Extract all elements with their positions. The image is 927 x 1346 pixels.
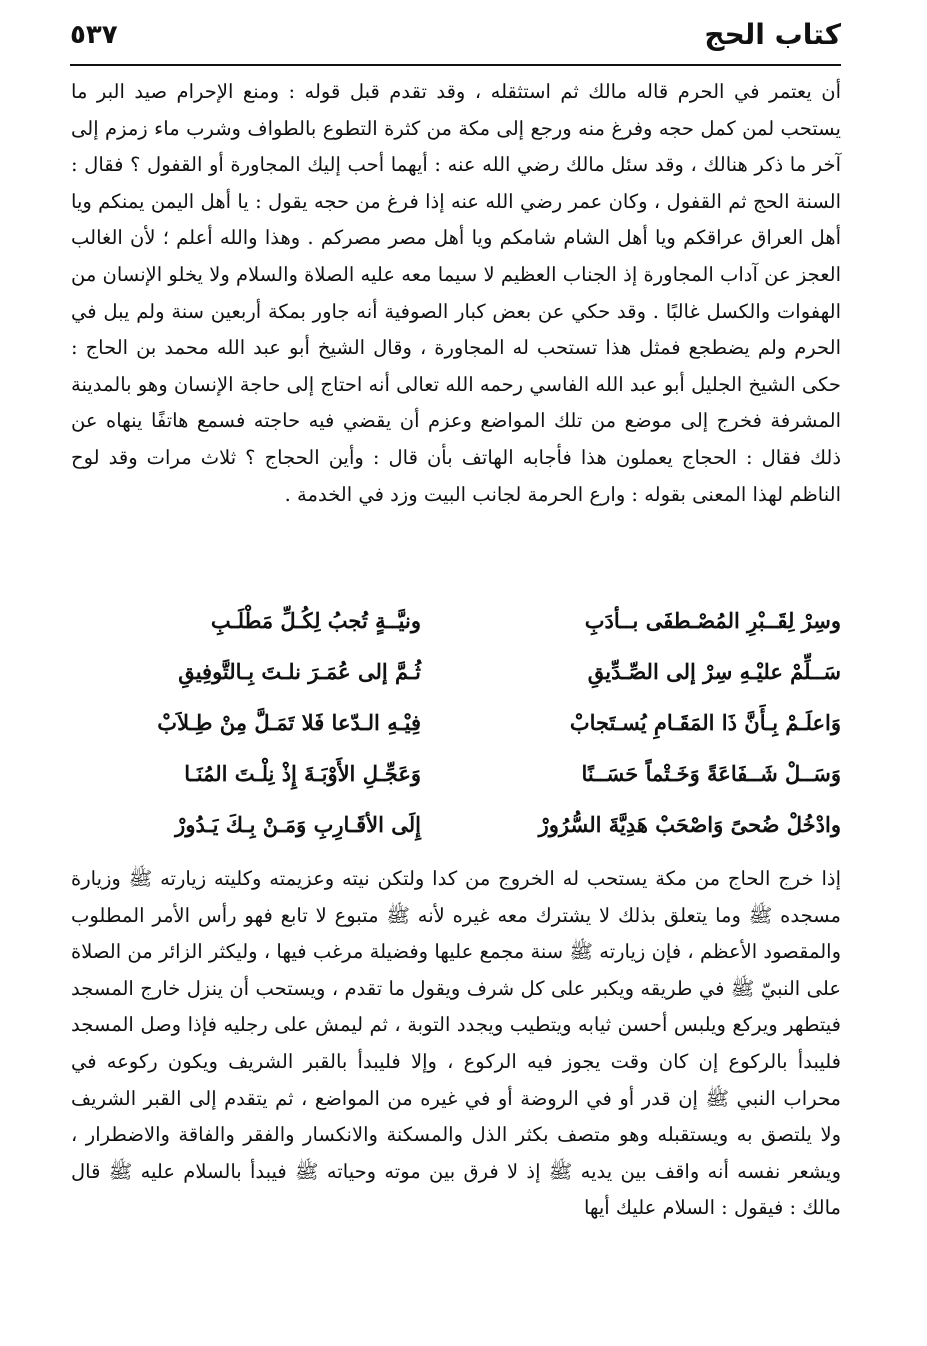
poem-verse [71, 659, 841, 707]
poem-verse [71, 608, 841, 656]
poem-verse [71, 761, 841, 809]
verse-first-hemistich: وسِرْ لِقَــبْرِ المُصْـطفَى بــأدَبِ [584, 608, 841, 633]
page-number: ٥٣٧ [70, 20, 118, 50]
verse-first-hemistich: وادْخُلْ ضُحىً وَاصْحَبْ هَدِيَّةَ السُّرُورْ [538, 812, 841, 837]
poem-verse [71, 710, 841, 758]
verse-second-hemistich: ثُـمَّ إلى عُمَـرَ نلـتَ بِـالتَّوفِيقِ [178, 659, 421, 684]
verse-first-hemistich: وَاعلَـمْ بِـأَنَّ ذَا المَقَـامِ يُسـتَجابْ [569, 710, 841, 735]
verse-second-hemistich: ونيَّــةٍ تُجبُ لِكُـلِّ مَطْلَـبِ [210, 608, 421, 633]
running-header [70, 18, 841, 66]
body-paragraph-1 [71, 74, 841, 513]
body-paragraph-2 [71, 861, 841, 1227]
paragraph-text: إذا خرج الحاج من مكة يستحب له الخروج من كدا ولتكن نيته وعزيمته وكليته زيارته ﷺ وزيارة مسجده ﷺ وما يتعلق بذلك لا يشترك معه غيره لأنه ﷺ متبوع لا تابع فهو رأس الأمر المطلوب والمقصود الأعظم ، فإن زيارته ﷺ سنة مجمع عليها وفضيلة مرغب فيها ، وليكثر الزائر من الصلاة على النبيّ ﷺ في طريقه ويكبر على كل شرف ويقول ما تقدم ، ويستحب أن ينزل خارج المسجد فيتطهر ويركع ويلبس أحسن ثيابه ويتطيب ويجدد التوبة ، ثم ليمش على رجليه فإذا وصل المسجد فليبدأ بالركوع إن كان وقت يجوز فيه الركوع ، وإلا فليبدأ بالقبر الشريف ويكون ركوعه في محراب النبي ﷺ إن قدر أو في الروضة أو في غيره من المواضع ، ثم يتقدم إلى القبر الشريف ولا يلتصق به ويستقبله وهو متصف بكثر الذل والمسكنة والانكسار والفقر والفاقة والاضطرار ، ويشعر نفسه أنه واقف بين يديه ﷺ إذ لا فرق بين موته وحياته ﷺ فيبدأ بالسلام عليه ﷺ قال مالك : فيقول : السلام عليك أيها [71, 867, 841, 1220]
verse-second-hemistich: وَعَجِّـلِ الأَوْبَـةَ إِذْ نِلْـتَ المُنَـا [184, 761, 421, 786]
verse-second-hemistich: إِلَى الأقَـارِبِ وَمَـنْ بِـكَ يَـدُورْ [175, 812, 421, 837]
chapter-title: كتاب الحج [704, 18, 841, 51]
paragraph-text: أن يعتمر في الحرم قاله مالك ثم استثقله ، وقد تقدم قبل قوله : ومنع الإحرام صيد البر ما يستحب لمن كمل حجه وفرغ منه ورجع إلى مكة من كثرة التطوع بالطواف وشرب ماء زمزم إلى آخر ما ذكر هنالك ، وقد سئل مالك رضي الله عنه : أيهما أحب إليك المجاورة أو القفول ؟ فقال : السنة الحج ثم القفول ، وكان عمر رضي الله عنه إذا فرغ من حجه يقول : يا أهل اليمن يمنكم ويا أهل العراق عراقكم ويا أهل الشام شامكم ويا أهل مصر مصركم . وهذا والله أعلم ؛ لأن الغالب العجز عن آداب المجاورة إذ الجناب العظيم لا سيما معه عليه الصلاة والسلام ولا يخلو الإنسان من الهفوات والكسل غالبًا . وقد حكي عن بعض كبار الصوفية أنه جاور بمكة أربعين سنة ولم يبل في الحرم ولم يضطجع فمثل هذا تستحب له المجاورة ، وقال الشيخ أبو عبد الله محمد بن الحاج : حكى الشيخ الجليل أبو عبد الله الفاسي رحمه الله تعالى أنه احتاج إلى حاجة الإنسان وهو بالمدينة المشرفة فخرج إلى موضع من تلك المواضع وعزم أن يقضي فيه حاجته فسمع هاتفًا ينهاه عن ذلك فقال : الحجاج يعملون هذا فأجابه الهاتف بأن قال : وأين الحجاج ؟ ثلاث مرات وقد لوح الناظم لهذا المعنى بقوله : وارع الحرمة لجانب البيت وزد في الخدمة . [71, 80, 841, 506]
verse-first-hemistich: سَــلِّمْ عليْـهِ سِرْ إلى الصِّـدِّيقِ [587, 659, 841, 684]
poem-verse [71, 812, 841, 860]
verse-first-hemistich: وَسَــلْ شَــفَاعَةً وَخَـتْماً حَسَــنًا [581, 761, 841, 786]
verse-second-hemistich: فِيْـهِ الـدّعا فَلا تَمَـلَّ مِنْ طِـلاَبْ [157, 710, 421, 735]
poem-block [71, 608, 841, 858]
